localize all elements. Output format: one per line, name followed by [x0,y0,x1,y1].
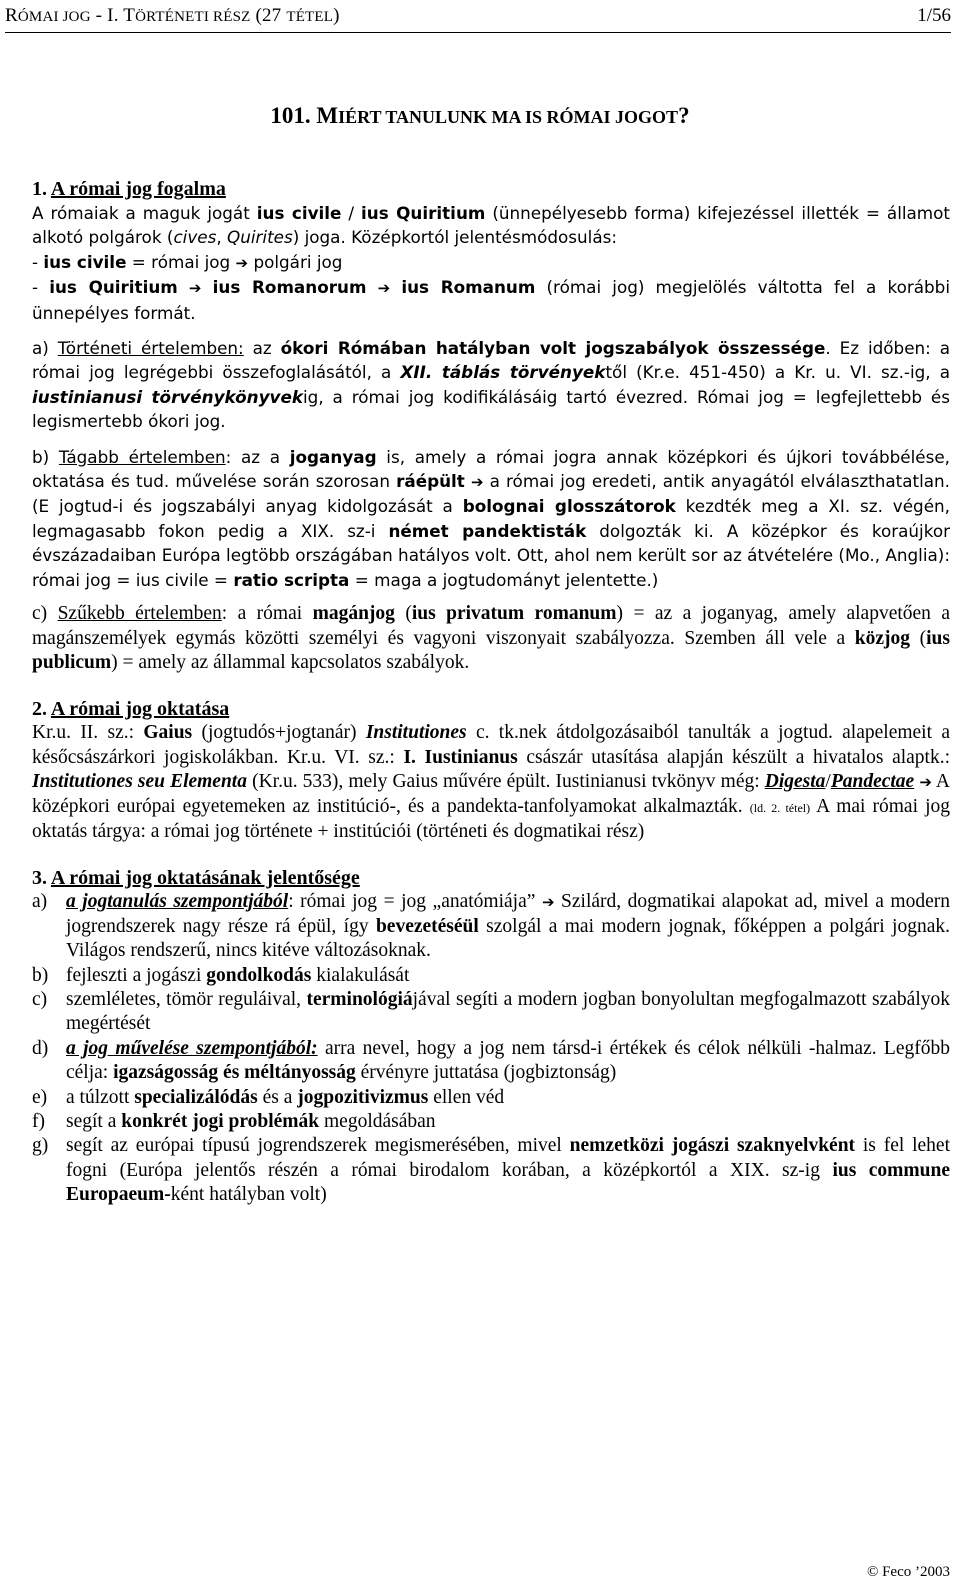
section-heading-1: 1. A római jog fogalma [32,178,226,200]
right-arrow-icon: ➔ [377,279,391,298]
section-1-intro: A rómaiak a maguk jogát ius civile / ius Quiritium (ünnepélyesebb forma) kifejezéssel illették = államot alkotó polgárok (cives, Quirites) joga. Középkortól jelentésmódosulás: - ius civile = római jog ➔ polgári jog - ius Quiritium ➔ ius Romanorum ➔ ius Romanum (római jog) megjelölés váltotta fel a korábbi ünnepélyes formát. a) Történeti értelemben: az ókori Rómában hatályban volt jogszabályok összessége. Ez időben: a római jog legrégebbi összefoglalásától, a XII. táblás törvényektől (Kr.e. 451-450) a Kr. u. VI. sz.-ig, a iustinianusi törvénykönyvekig, a római jog kodifikálásáig tartó évezred. Római jog = legfejlettebb és legismertebb ókori jog. b) Tágabb értelemben: az a joganyag is, amely a római jogra annak középkori és újkori továbbélése, oktatása és tud. művelése során szorosan ráépült ➔ a római jog eredeti, antik anyagától elválaszthatatlan. (E jogtud-i és jogszabályi anyag kidolgozását a bolognai glosszátorok kezdték meg a XI. sz. végén, legmagasabb fokon pedig a XIX. sz-i német pandektisták dolgozták ki. A középkor és koraújkor évszázadaiban Európa legtöbb országában hatályos volt. Ott, ahol nem került sor az átvételére (Mo., Anglia): római jog = ius civile = ratio scripta = maga a jogtudományt jelentette.) [32,203,951,590]
right-arrow-icon: ➔ [919,773,932,792]
section-1-narrow-sense: c) Szűkebb értelemben: a római magánjog (ius privatum romanum) = az a joganyag, amely alapvetően a magánszemélyek egymás közötti személyi és vagyoni viszonyait szabályozza. Szemben áll vele a közjog (ius publicum) = amely az állammal kapcsolatos szabályok. [32,603,951,673]
section-2-body: Kr.u. II. sz.: Gaius (jogtudós+jogtanár) Institutiones c. tk.nek átdolgozásaiból tanulták a jogtud. alapelemeit a későcsászárkori jogiskolákban. Kr.u. VI. sz.: I. Iustinianus császár utasítása alapján készült a hivatalos alaptk.: Institutiones seu Elementa (Kr.u. 533), mely Gaius művére épült. Iustinianusi tvkönyv még: Digesta/Pandectae ➔ A középkori európai egyetemeken az institúció-, és a pandekta-tanfolyamokat alkalmazták. (ld. 2. tétel) A mai római jog oktatás tárgya: a római jog története + institúciói (történeti és dogmatikai rész) [32,722,951,842]
document-title: 101. MIÉRT TANULUNK MA IS RÓMAI JOGOT? [270,103,690,128]
list-item: f) segít a konkrét jogi problémák megoldásában [32,1111,436,1132]
right-arrow-icon: ➔ [541,893,555,912]
list-item: g) segít az európai típusú jogrendszerek megismerésében, mivel nemzetközi jogászi szaknyelvként is fel lehet fogni (Európa jelentős részén a római birodalom korában, a középkortól a XIX. sz-ig ius commune Europaeum-ként hatályban volt) [32,1135,950,1206]
page-number: 1/56 [917,5,951,26]
footer-copyright: © Feco ’2003 [866,1564,950,1580]
list-item: a) a jogtanulás szempontjából: római jog = jog „anatómiája” ➔ Szilárd, dogmatikai alapokat ad, mivel a modern jogrendszerek nagy része rá épül, így bevezetéséül szolgál a mai modern jognak, főképpen a polgári jognak. Világos rendszerű, nincs kitéve változásoknak. [32,891,950,962]
section-heading-2: 2. A római jog oktatása [32,698,230,721]
list-item: b) fejleszti a jogászi gondolkodás kialakulását [32,964,410,986]
page-header [5,2,951,33]
document-body [32,177,950,1208]
right-arrow-icon: ➔ [470,473,484,492]
section-heading-3: 3. A római jog oktatásának jelentősége [32,867,360,890]
header-title: RÓMAI JOG - I. TÖRTÉNETI RÉSZ (27 TÉTEL) [5,5,340,26]
list-item: d) a jog művelése szempontjából: arra nevel, hogy a jog nem társd-i értékek és célok nélküli -halmaz. Legfőbb célja: igazságosság és méltányosság érvényre juttatása (jogbiztonság) [32,1037,950,1084]
right-arrow-icon: ➔ [188,279,202,298]
significance-list [32,890,950,1207]
list-item: c) szemléletes, tömör reguláival, terminológiájával segíti a modern jogban bonyolultan megfogalmazott szabályok megértését [32,988,950,1035]
list-item: e) a túlzott specializálódás és a jogpozitivizmus ellen véd [32,1086,505,1108]
right-arrow-icon: ➔ [235,253,249,272]
